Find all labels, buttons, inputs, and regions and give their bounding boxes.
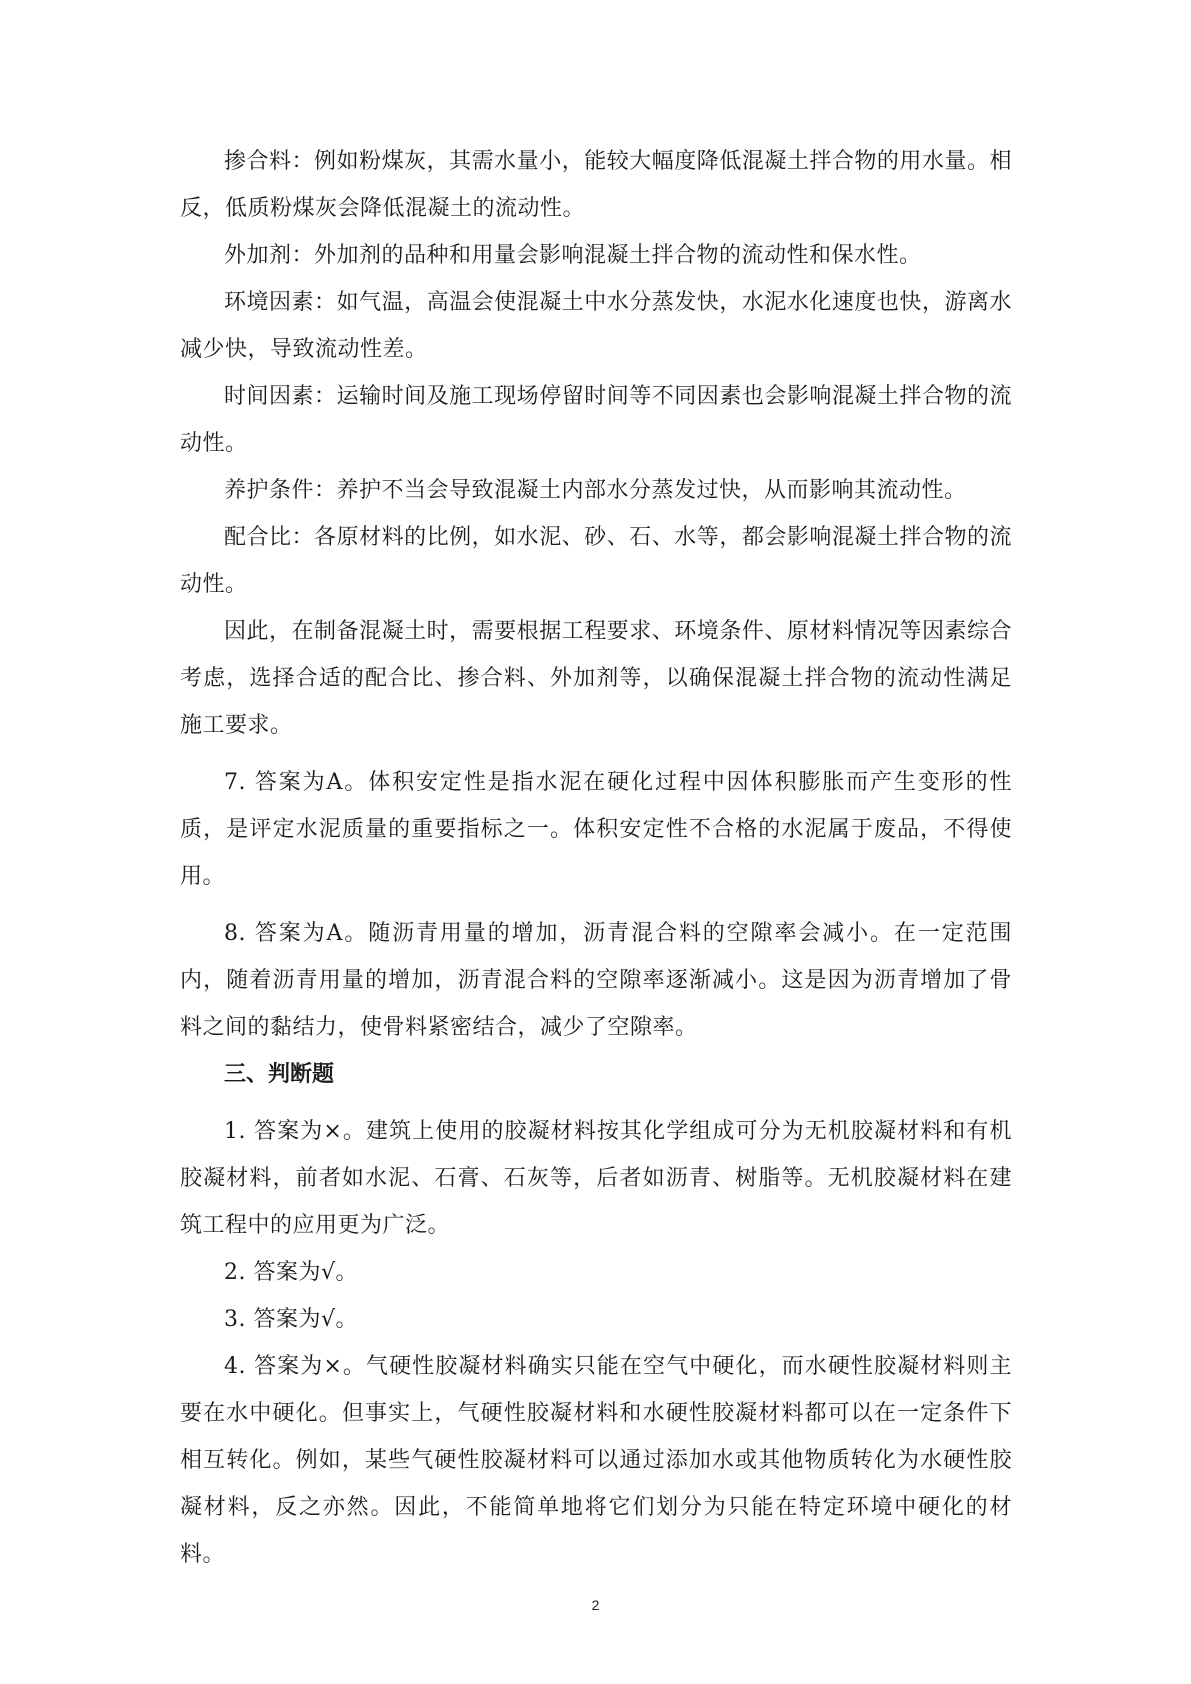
paragraph-additive: 外加剂：外加剂的品种和用量会影响混凝土拌合物的流动性和保水性。 <box>224 243 922 268</box>
judgment-answer-4: 4. 答案为×。气硬性胶凝材料确实只能在空气中硬化，而水硬性胶凝材料则主要在水中硬化。但事实上，气硬性胶凝材料和水硬性胶凝材料都可以在一定条件下相互转化。例如，某些气硬性胶凝材料可以通过添加水或其他物质转化为水硬性胶凝材料，反之亦然。因此，不能简单地将它们划分为只能在特定环境中硬化的材料。 <box>180 1354 1012 1567</box>
answer-7: 7. 答案为A。体积安定性是指水泥在硬化过程中因体积膨胀而产生变形的性质，是评定水泥质量的重要指标之一。体积安定性不合格的水泥属于废品，不得使用。 <box>180 770 1012 889</box>
paragraph-curing: 养护条件：养护不当会导致混凝土内部水分蒸发过快，从而影响其流动性。 <box>224 478 967 503</box>
judgment-answer-2: 2. 答案为√。 <box>224 1260 359 1285</box>
paragraph-admixture: 掺合料：例如粉煤灰，其需水量小，能较大幅度降低混凝土拌合物的用水量。相反，低质粉煤灰会降低混凝土的流动性。 <box>180 149 1012 221</box>
page-number: 2 <box>591 1597 600 1613</box>
page-content <box>180 138 1012 1578</box>
paragraph-conclusion: 因此，在制备混凝土时，需要根据工程要求、环境条件、原材料情况等因素综合考虑，选择合适的配合比、掺合料、外加剂等，以确保混凝土拌合物的流动性满足施工要求。 <box>180 619 1012 738</box>
judgment-answer-3: 3. 答案为√。 <box>224 1307 359 1332</box>
section-heading: 三、判断题 <box>224 1062 335 1087</box>
paragraph-mix-ratio: 配合比：各原材料的比例，如水泥、砂、石、水等，都会影响混凝土拌合物的流动性。 <box>180 525 1012 597</box>
judgment-answer-1: 1. 答案为×。建筑上使用的胶凝材料按其化学组成可分为无机胶凝材料和有机胶凝材料，前者如水泥、石膏、石灰等，后者如沥青、树脂等。无机胶凝材料在建筑工程中的应用更为广泛。 <box>180 1119 1012 1238</box>
paragraph-time: 时间因素：运输时间及施工现场停留时间等不同因素也会影响混凝土拌合物的流动性。 <box>180 384 1012 456</box>
paragraph-environment: 环境因素：如气温，高温会使混凝土中水分蒸发快，水泥水化速度也快，游离水减少快，导致流动性差。 <box>180 290 1012 362</box>
answer-8: 8. 答案为A。随沥青用量的增加，沥青混合料的空隙率会减小。在一定范围内，随着沥青用量的增加，沥青混合料的空隙率逐渐减小。这是因为沥青增加了骨料之间的黏结力，使骨料紧密结合，减少了空隙率。 <box>180 921 1012 1040</box>
